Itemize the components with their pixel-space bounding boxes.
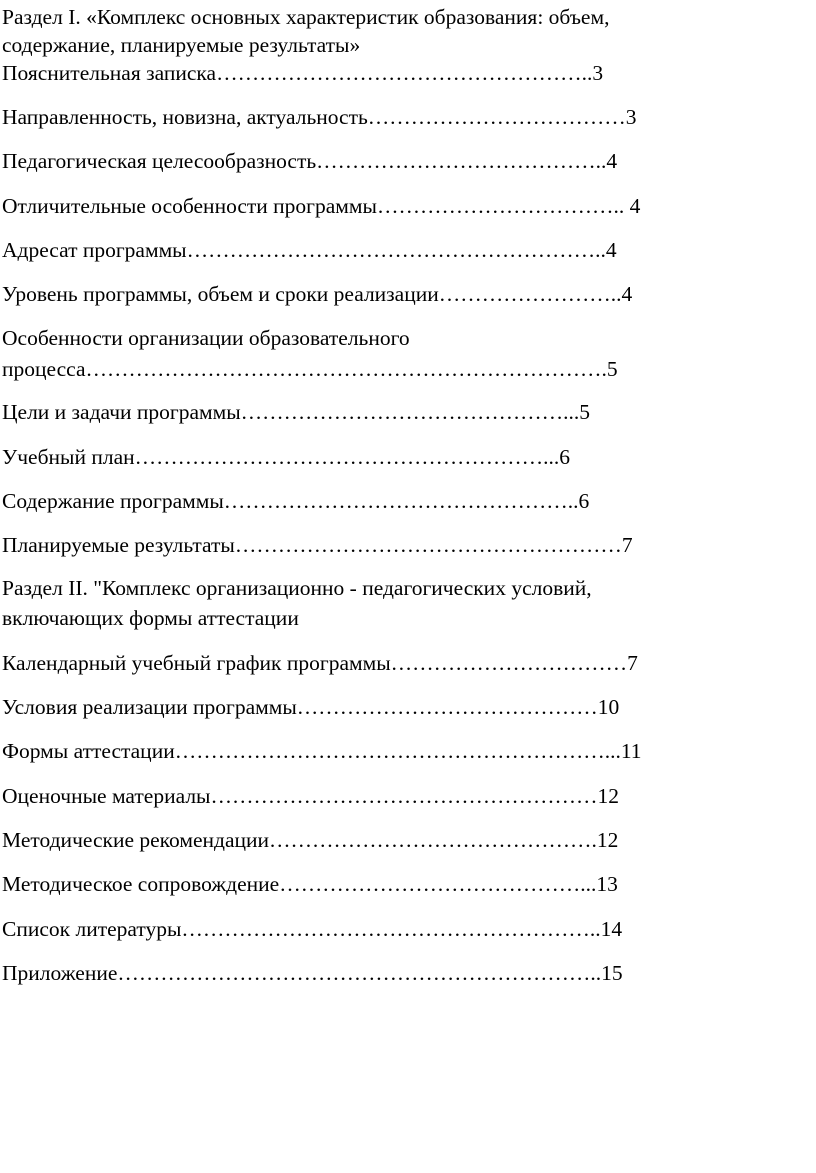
toc-entry: Отличительные особенности программы…………………………….. 4	[2, 194, 641, 218]
toc-entry: Адресат программы…………………………………………………..4	[2, 238, 617, 262]
toc-entry: Педагогическая целесообразность…………………………………..4	[2, 149, 618, 173]
toc-entry: Календарный учебный график программы……………………………7	[2, 651, 638, 675]
section-1-heading: Раздел I. «Комплекс основных характеристик образования: объем,	[2, 5, 610, 29]
section-1-heading-continued: содержание, планируемые результаты»	[2, 33, 361, 57]
toc-entry: Приложение…………………………………………………………..15	[2, 961, 623, 985]
toc-entry: Пояснительная записка……………………………………………..3	[2, 61, 604, 85]
toc-entry: Оценочные материалы………………………………………………12	[2, 784, 620, 808]
toc-entry: Цели и задачи программы………………………………………...5	[2, 400, 591, 424]
toc-entry: Условия реализации программы……………………………………10	[2, 695, 620, 719]
section-2-heading: Раздел II. "Комплекс организационно - педагогических условий,	[2, 576, 592, 600]
section-2-heading-continued: включающих формы аттестации	[2, 606, 299, 630]
toc-entry: Формы аттестации……………………………………………………...11	[2, 739, 642, 763]
toc-entry-continued: процесса……………………………………………………………….5	[2, 357, 618, 381]
toc-entry: Направленность, новизна, актуальность………………………………3	[2, 105, 637, 129]
toc-entry: Список литературы…………………………………………………..14	[2, 917, 623, 941]
toc-entry: Методические рекомендации……………………………………….12	[2, 828, 619, 852]
toc-entry: Учебный план…………………………………………………...6	[2, 445, 571, 469]
toc-entry: Планируемые результаты………………………………………………7	[2, 533, 633, 557]
toc-entry: Уровень программы, объем и сроки реализации……………………..4	[2, 282, 633, 306]
toc-entry: Методическое сопровождение……………………………………...13	[2, 872, 618, 896]
toc-entry: Содержание программы…………………………………………..6	[2, 489, 590, 513]
toc-entry: Особенности организации образовательного	[2, 326, 410, 350]
